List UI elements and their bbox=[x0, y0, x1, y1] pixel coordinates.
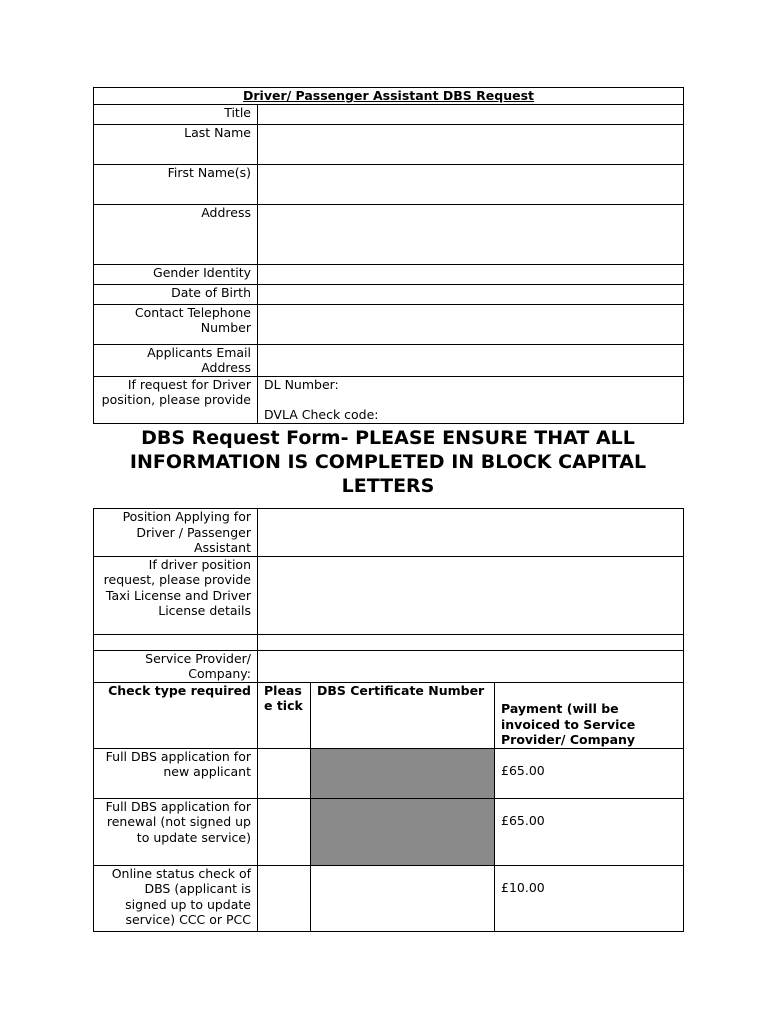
driver-details-field[interactable] bbox=[258, 556, 684, 634]
address-field[interactable] bbox=[258, 204, 684, 264]
first-name-field[interactable] bbox=[258, 164, 684, 204]
spacer-cell bbox=[94, 634, 258, 650]
certificate-cell-disabled bbox=[311, 798, 495, 865]
check-type-header: Check type required bbox=[94, 682, 258, 748]
driver-licence-field[interactable] bbox=[258, 376, 684, 423]
price-new-applicant: £65.00 bbox=[495, 748, 684, 798]
dvla-check-code-label: DVLA Check code: bbox=[264, 407, 379, 422]
driver-request-label: If request for Driver position, please provide bbox=[94, 376, 258, 423]
certificate-cell-disabled bbox=[311, 748, 495, 798]
form-heading: Driver/ Passenger Assistant DBS Request bbox=[94, 88, 684, 105]
last-name-field[interactable] bbox=[258, 124, 684, 164]
driver-details-label: If driver position request, please provide Taxi License and Driver License details bbox=[94, 556, 258, 634]
applicant-details-table bbox=[93, 87, 684, 424]
payment-header: Payment (will be invoiced to Service Provider/ Company bbox=[495, 682, 684, 748]
telephone-label: Contact Telephone Number bbox=[94, 304, 258, 344]
spacer-cell bbox=[258, 634, 684, 650]
position-field[interactable] bbox=[258, 509, 684, 557]
check-type-new-applicant: Full DBS application for new applicant bbox=[94, 748, 258, 798]
telephone-field[interactable] bbox=[258, 304, 684, 344]
dbs-certificate-header: DBS Certificate Number bbox=[311, 682, 495, 748]
date-of-birth-field[interactable] bbox=[258, 284, 684, 304]
price-status-check: £10.00 bbox=[495, 865, 684, 931]
position-label: Position Applying for Driver / Passenger Assistant bbox=[94, 509, 258, 557]
tick-box-renewal[interactable] bbox=[258, 798, 311, 865]
check-type-status-check: Online status check of DBS (applicant is signed up to update service) CCC or PCC bbox=[94, 865, 258, 931]
address-label: Address bbox=[94, 204, 258, 264]
tick-box-status-check[interactable] bbox=[258, 865, 311, 931]
gender-identity-label: Gender Identity bbox=[94, 264, 258, 284]
service-provider-label: Service Provider/ Company: bbox=[94, 650, 258, 682]
last-name-label: Last Name bbox=[94, 124, 258, 164]
email-label: Applicants Email Address bbox=[94, 344, 258, 376]
price-renewal: £65.00 bbox=[495, 798, 684, 865]
dl-number-label: DL Number: bbox=[264, 376, 339, 392]
tick-box-new-applicant[interactable] bbox=[258, 748, 311, 798]
certificate-number-field[interactable] bbox=[311, 865, 495, 931]
check-type-renewal: Full DBS application for renewal (not signed up to update service) bbox=[94, 798, 258, 865]
date-of-birth-label: Date of Birth bbox=[94, 284, 258, 304]
title-field[interactable] bbox=[258, 104, 684, 124]
main-heading: DBS Request Form- PLEASE ENSURE THAT ALL INFORMATION IS COMPLETED IN BLOCK CAPITAL LETTERS bbox=[129, 427, 647, 497]
gender-identity-field[interactable] bbox=[258, 264, 684, 284]
title-label: Title bbox=[94, 104, 258, 124]
first-name-label: First Name(s) bbox=[94, 164, 258, 204]
dbs-request-table bbox=[93, 508, 684, 932]
service-provider-field[interactable] bbox=[258, 650, 684, 682]
email-field[interactable] bbox=[258, 344, 684, 376]
please-tick-header: Please tick bbox=[258, 682, 311, 748]
